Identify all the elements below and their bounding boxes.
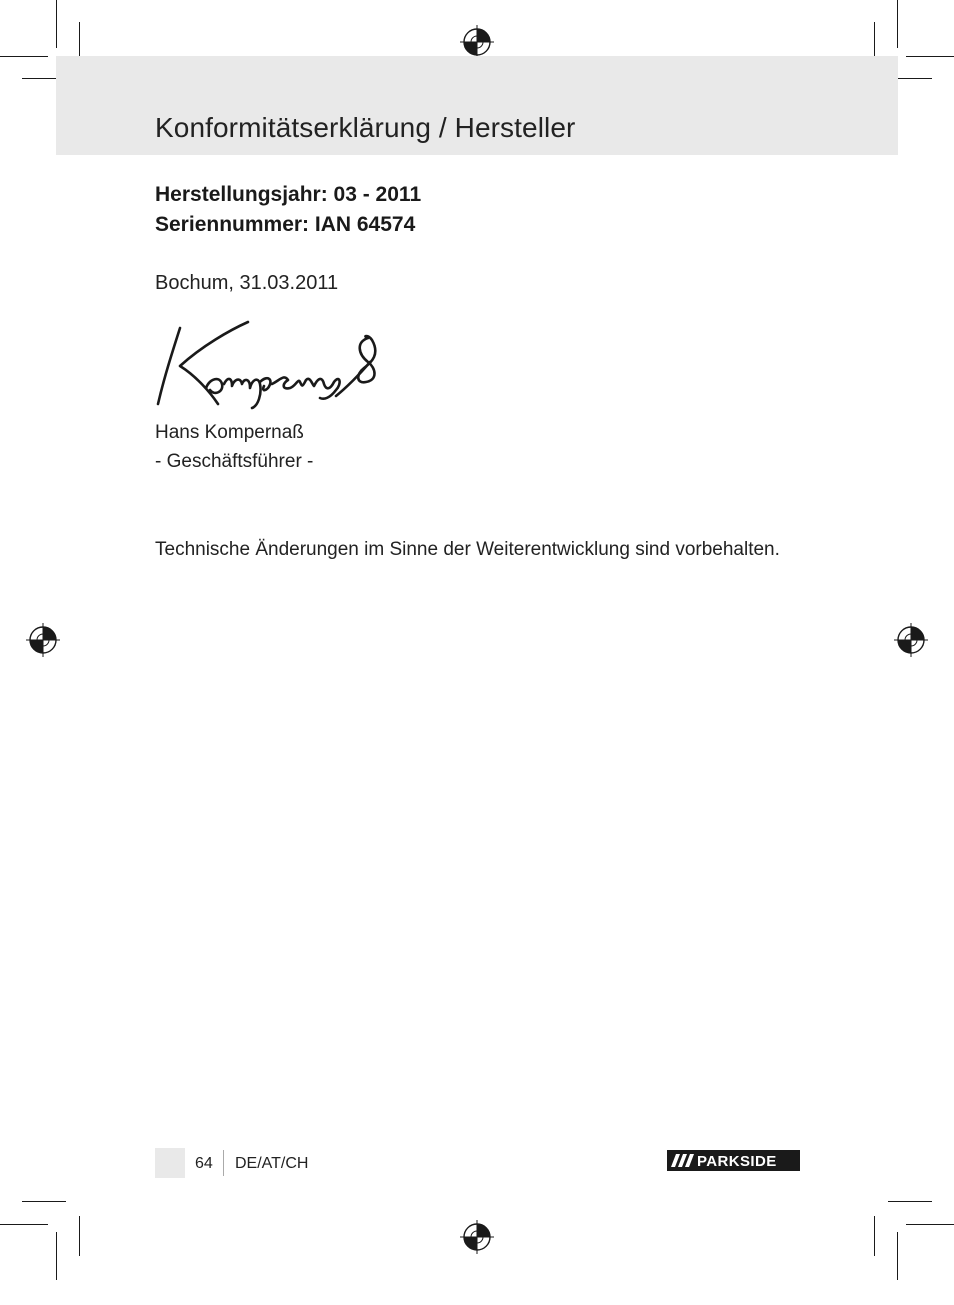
crop-mark [0,56,48,57]
serial-number: Seriennummer: IAN 64574 [155,213,416,236]
crop-mark [79,1216,80,1256]
registration-mark-icon [26,623,60,657]
crop-mark [888,1201,932,1202]
crop-mark [56,1232,57,1280]
parkside-logo [667,1150,800,1171]
page-number: 64 [195,1155,213,1172]
crop-mark [22,1201,66,1202]
page-title: Konformitätserklärung / Hersteller [155,112,576,143]
technical-notice: Technische Änderungen im Sinne der Weiterentwicklung sind vorbehalten. [155,539,780,560]
footer-divider [223,1150,224,1176]
signatory-role: - Geschäftsführer - [155,451,314,472]
crop-mark [906,1224,954,1225]
crop-mark [874,1216,875,1256]
manufacture-year: Herstellungsjahr: 03 - 2011 [155,183,422,206]
registration-mark-icon [894,623,928,657]
registration-mark-icon [460,1220,494,1254]
place-date: Bochum, 31.03.2011 [155,272,339,294]
logo-text: PARKSIDE [697,1153,777,1170]
crop-mark [0,1224,48,1225]
footer-marker-box [155,1148,185,1178]
signature-image [150,318,390,410]
registration-mark-icon [460,25,494,59]
crop-mark [56,0,57,48]
crop-mark [897,0,898,48]
crop-mark [897,1232,898,1280]
crop-mark [906,56,954,57]
signatory-name: Hans Kompernaß [155,422,304,443]
region-label: DE/AT/CH [235,1155,309,1172]
